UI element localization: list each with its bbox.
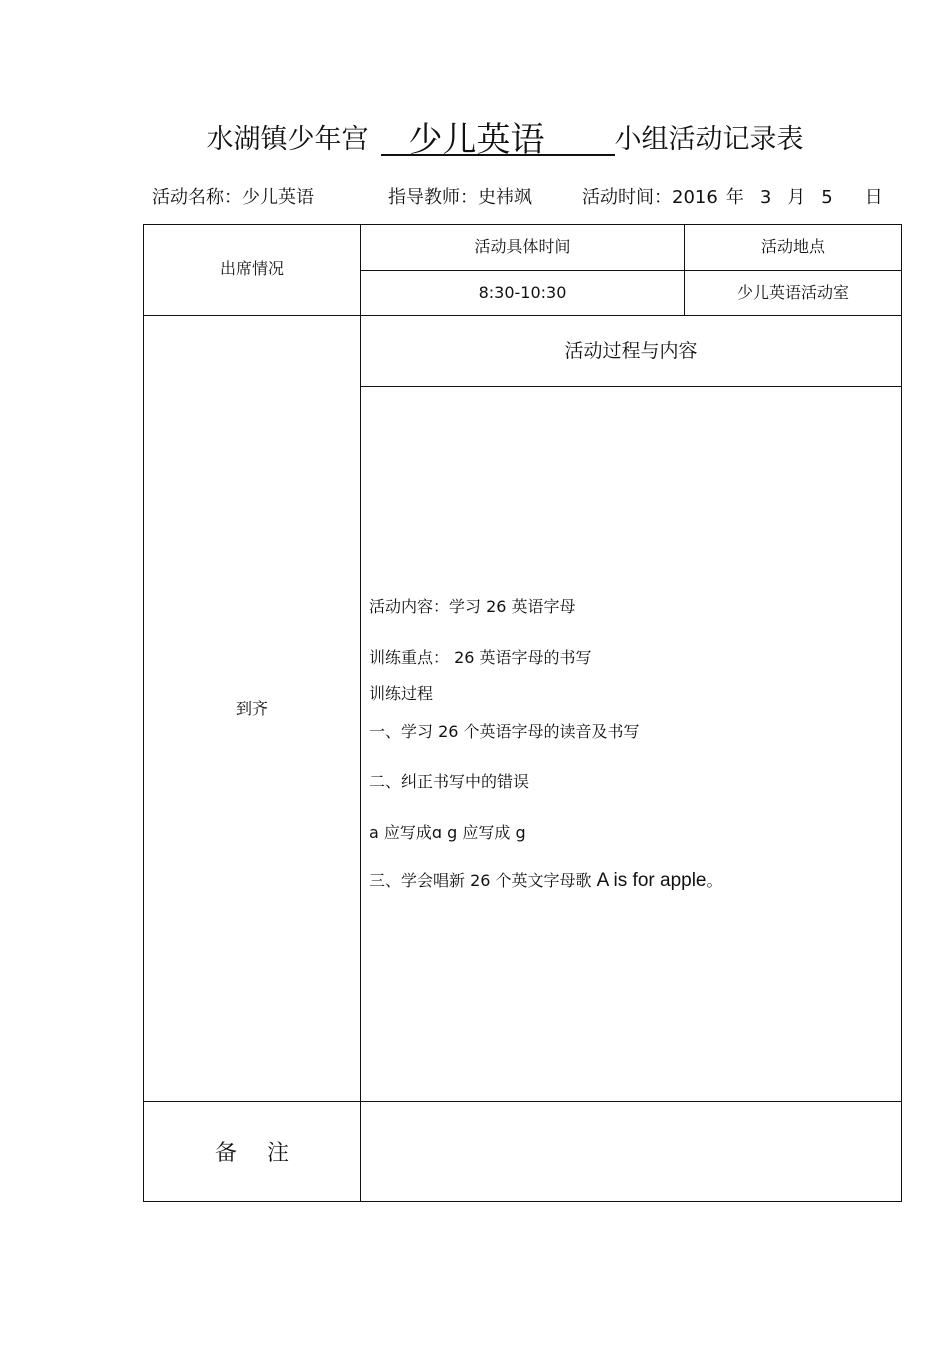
place-header: 活动地点 xyxy=(760,237,825,256)
time-value: 8:30-10:30 xyxy=(478,283,567,302)
date-month-unit: 月 xyxy=(787,187,806,208)
content-line: 活动内容：学习 26 英语字母 xyxy=(369,597,576,616)
date-day: 5 xyxy=(821,187,833,208)
table-divider xyxy=(360,224,361,1202)
title-filled-blank xyxy=(369,118,615,162)
teacher-name: 指导教师：史祎飒 xyxy=(388,187,532,208)
title-suffix: 小组活动记录表 xyxy=(614,124,804,155)
song-title: A is for apple xyxy=(596,870,707,891)
document-title xyxy=(0,118,950,162)
process-header: 活动过程与内容 xyxy=(564,340,698,362)
place-value: 少儿英语活动室 xyxy=(736,283,849,302)
activity-date xyxy=(582,186,883,210)
content-line: 二、纠正书写中的错误 xyxy=(369,772,530,791)
table-border-bottom xyxy=(143,1201,902,1202)
table-rule xyxy=(143,315,902,316)
date-year-unit: 年 xyxy=(725,187,744,208)
content-line: 训练重点： 26 英语字母的书写 xyxy=(369,648,592,667)
date-day-unit: 日 xyxy=(864,187,883,208)
table-border-right xyxy=(901,224,902,1202)
remarks-label: 备注 xyxy=(214,1141,319,1166)
date-label: 活动时间： xyxy=(582,187,672,208)
date-year: 2016 xyxy=(672,187,718,208)
attendance-label: 出席情况 xyxy=(219,259,284,278)
title-prefix: 水湖镇少年宫 xyxy=(206,124,369,155)
time-header: 活动具体时间 xyxy=(474,237,571,256)
activity-name: 活动名称：少儿英语 xyxy=(152,187,314,208)
song-suffix: 。 xyxy=(706,871,723,890)
content-line: a 应写成ɑ g 应写成 g xyxy=(369,823,526,842)
table-rule xyxy=(360,270,902,271)
table-rule xyxy=(143,1101,902,1102)
content-line: 训练过程 xyxy=(369,684,434,703)
attendance-value: 到齐 xyxy=(235,699,268,718)
table-rule xyxy=(360,386,902,387)
date-month: 3 xyxy=(759,187,772,208)
title-filled-text: 少儿英语 xyxy=(408,120,545,160)
content-line xyxy=(369,870,723,892)
song-intro: 三、学会唱新 26 个英文字母歌 xyxy=(369,871,592,890)
table-border-top xyxy=(143,224,902,225)
content-line: 一、学习 26 个英语字母的读音及书写 xyxy=(369,722,640,741)
